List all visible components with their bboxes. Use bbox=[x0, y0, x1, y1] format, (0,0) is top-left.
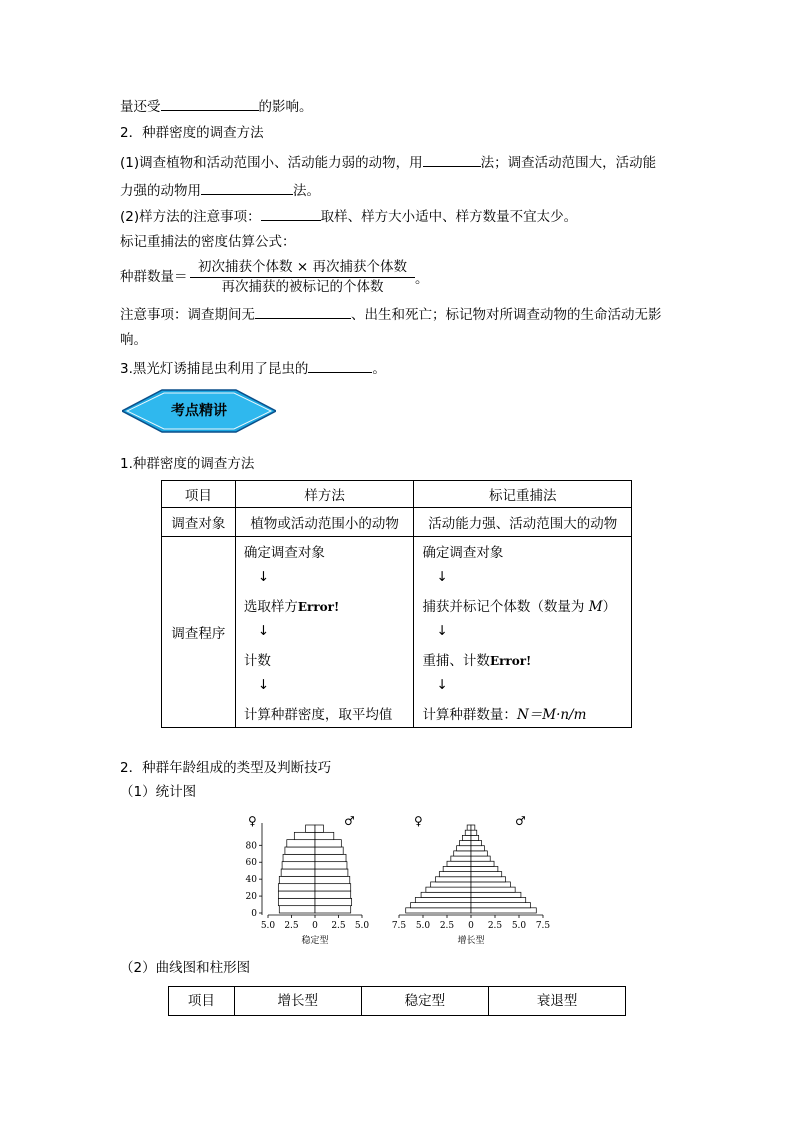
table-row bbox=[162, 508, 632, 537]
step: 选取样方Error! bbox=[243, 599, 340, 615]
x-tick-label: 2.5 bbox=[284, 921, 299, 931]
female-bar bbox=[279, 906, 315, 913]
male-bar bbox=[315, 862, 347, 869]
banner-title: 考点精讲 bbox=[171, 403, 227, 419]
y-tick-label: 80 bbox=[245, 841, 257, 852]
male-bar bbox=[315, 884, 351, 891]
male-bar bbox=[471, 825, 475, 830]
subsection-1-title: 1.种群密度的调查方法 bbox=[120, 456, 255, 472]
x-tick-label: 2.5 bbox=[331, 921, 346, 931]
subsection-2a-title: （1）统计图 bbox=[120, 784, 197, 800]
female-bar bbox=[426, 887, 471, 892]
y-tick-label: 0 bbox=[251, 909, 257, 919]
x-tick-label: 7.5 bbox=[535, 921, 551, 931]
table-row bbox=[162, 537, 632, 728]
male-bar bbox=[315, 825, 323, 832]
arrow-down-icon: ↓ bbox=[257, 569, 270, 585]
subsection-2b-title: （2）曲线图和柱形图 bbox=[120, 960, 251, 976]
table-header-row bbox=[169, 987, 626, 1016]
table-header-cell: 增长型 bbox=[234, 987, 361, 1016]
male-bar bbox=[315, 876, 350, 883]
paragraph-p2: (2)样方法的注意事项： 取样、样方大小适中、样方数量不宜太少。 bbox=[120, 206, 577, 226]
row-label: 调查对象 bbox=[162, 508, 236, 537]
x-tick-label: 2.5 bbox=[439, 921, 455, 931]
male-bar bbox=[315, 898, 352, 905]
female-bar bbox=[283, 854, 315, 861]
male-bar bbox=[315, 891, 351, 898]
section-banner bbox=[122, 389, 276, 433]
formula-label: 种群数量＝ bbox=[120, 269, 188, 285]
y-tick-label: 60 bbox=[245, 858, 257, 869]
male-symbol: ♂ bbox=[515, 814, 526, 828]
male-bar bbox=[471, 835, 479, 840]
male-bar bbox=[471, 830, 477, 835]
fill-blank bbox=[255, 304, 351, 319]
chart-title: 稳定型 bbox=[301, 936, 329, 946]
female-bar bbox=[454, 851, 471, 856]
female-bar bbox=[294, 832, 315, 839]
male-bar bbox=[471, 887, 515, 892]
age-structure-table bbox=[168, 986, 626, 1016]
table-header-cell: 样方法 bbox=[235, 481, 414, 508]
fill-blank bbox=[423, 152, 481, 167]
table-cell-procedure-b bbox=[414, 537, 632, 728]
paragraph-p3: 3.黑光灯诱捕昆虫利用了昆虫的 。 bbox=[120, 358, 386, 378]
female-bar bbox=[415, 897, 471, 902]
step: 确定调查对象 bbox=[422, 545, 504, 561]
female-bar bbox=[462, 835, 471, 840]
female-symbol: ♀ bbox=[414, 814, 423, 828]
subsection-2-title: 2．种群年龄组成的类型及判断技巧 bbox=[120, 760, 332, 776]
female-bar bbox=[287, 840, 315, 847]
fill-blank bbox=[308, 358, 372, 373]
step: 重捕、计数Error! bbox=[422, 653, 532, 669]
chart-title: 增长型 bbox=[457, 936, 485, 946]
female-bar bbox=[431, 882, 471, 887]
step: 捕获并标记个体数（数量为 M） bbox=[422, 599, 617, 615]
growing-age-pyramid-chart bbox=[384, 806, 554, 952]
male-bar bbox=[315, 906, 351, 913]
male-bar bbox=[315, 854, 346, 861]
y-tick-label: 40 bbox=[245, 875, 257, 886]
table-cell-procedure-a bbox=[235, 537, 414, 728]
x-tick-label: 7.5 bbox=[391, 921, 407, 931]
male-bar bbox=[471, 841, 482, 846]
male-bar bbox=[471, 861, 494, 866]
x-tick-label: 0 bbox=[468, 921, 474, 931]
male-bar bbox=[471, 908, 536, 913]
note-line-a: 注意事项：调查期间无 、出生和死亡；标记物对所调查动物的生命活动无影 bbox=[120, 304, 662, 324]
table-cell: 植物或活动范围小的动物 bbox=[235, 508, 414, 537]
paragraph-p1a: (1)调查植物和活动范围小、活动能力弱的动物，用 法；调查活动范围大，活动能 bbox=[120, 152, 656, 172]
male-bar bbox=[471, 897, 526, 902]
male-bar bbox=[315, 832, 334, 839]
male-bar bbox=[471, 851, 487, 856]
x-tick-label: 5.0 bbox=[415, 921, 431, 931]
formula-end: 。 bbox=[415, 271, 429, 287]
male-bar bbox=[315, 869, 348, 876]
male-bar bbox=[471, 903, 531, 908]
female-bar bbox=[443, 866, 471, 871]
paragraph-p1b: 力强的动物用 法。 bbox=[120, 180, 320, 200]
formula-denominator: 再次捕获的被标记的个体数 bbox=[221, 279, 384, 295]
male-bar bbox=[471, 856, 490, 861]
x-tick-label: 5.0 bbox=[260, 921, 276, 931]
male-bar bbox=[471, 846, 484, 851]
female-bar bbox=[281, 869, 315, 876]
fill-blank bbox=[201, 180, 293, 195]
x-tick-label: 5.0 bbox=[511, 921, 527, 931]
step: 计算种群密度，取平均值 bbox=[243, 707, 393, 723]
stable-age-pyramid-chart bbox=[238, 806, 378, 952]
x-tick-label: 0 bbox=[312, 921, 318, 931]
female-bar bbox=[285, 847, 315, 854]
female-bar bbox=[457, 846, 471, 851]
female-bar bbox=[421, 892, 471, 897]
arrow-down-icon: ↓ bbox=[436, 569, 448, 585]
female-bar bbox=[406, 908, 471, 913]
note-line-b: 响。 bbox=[120, 332, 147, 348]
table-header-cell: 稳定型 bbox=[361, 987, 489, 1016]
female-bar bbox=[278, 898, 315, 905]
male-bar bbox=[471, 892, 521, 897]
female-bar bbox=[467, 825, 471, 830]
step: 计数 bbox=[243, 653, 271, 669]
section-2-title: 2．种群密度的调查方法 bbox=[120, 125, 264, 141]
table-header-cell: 衰退型 bbox=[489, 987, 626, 1016]
female-bar bbox=[447, 861, 471, 866]
x-tick-label: 2.5 bbox=[487, 921, 503, 931]
female-bar bbox=[279, 876, 315, 883]
female-bar bbox=[459, 841, 471, 846]
step: 计算种群数量：N＝M·n/m bbox=[422, 707, 587, 723]
male-bar bbox=[471, 877, 506, 882]
table-cell: 活动能力强、活动范围大的动物 bbox=[414, 508, 632, 537]
male-bar bbox=[471, 872, 502, 877]
female-symbol: ♀ bbox=[248, 814, 257, 828]
arrow-down-icon: ↓ bbox=[257, 623, 270, 639]
female-bar bbox=[278, 884, 315, 891]
male-bar bbox=[315, 840, 341, 847]
arrow-down-icon: ↓ bbox=[436, 677, 448, 693]
paragraph-line-1: 量还受 的影响。 bbox=[120, 96, 313, 116]
table-header-cell: 项目 bbox=[169, 987, 235, 1016]
female-bar bbox=[435, 877, 471, 882]
male-bar bbox=[471, 882, 510, 887]
x-tick-label: 5.0 bbox=[354, 921, 370, 931]
female-bar bbox=[306, 825, 315, 832]
arrow-down-icon: ↓ bbox=[257, 677, 270, 693]
row-label: 调查程序 bbox=[162, 537, 236, 728]
female-bar bbox=[282, 862, 315, 869]
male-bar bbox=[471, 866, 498, 871]
female-bar bbox=[451, 856, 471, 861]
female-bar bbox=[465, 830, 471, 835]
female-bar bbox=[439, 872, 471, 877]
step: 确定调查对象 bbox=[243, 545, 325, 561]
table-header-cell: 项目 bbox=[162, 481, 236, 508]
female-bar bbox=[278, 891, 315, 898]
female-bar bbox=[411, 903, 471, 908]
male-symbol: ♂ bbox=[344, 814, 355, 828]
formula-fraction bbox=[190, 258, 415, 296]
y-tick-label: 20 bbox=[245, 892, 257, 903]
table-header-row bbox=[162, 481, 632, 508]
fill-blank bbox=[261, 206, 321, 221]
male-bar bbox=[315, 847, 343, 854]
formula-numerator: 初次捕获个体数 × 再次捕获个体数 bbox=[190, 258, 415, 278]
fill-blank bbox=[161, 96, 259, 111]
survey-method-table bbox=[161, 480, 632, 728]
table-header-cell: 标记重捕法 bbox=[414, 481, 632, 508]
arrow-down-icon: ↓ bbox=[436, 623, 448, 639]
formula-title: 标记重捕法的密度估算公式： bbox=[120, 234, 296, 250]
